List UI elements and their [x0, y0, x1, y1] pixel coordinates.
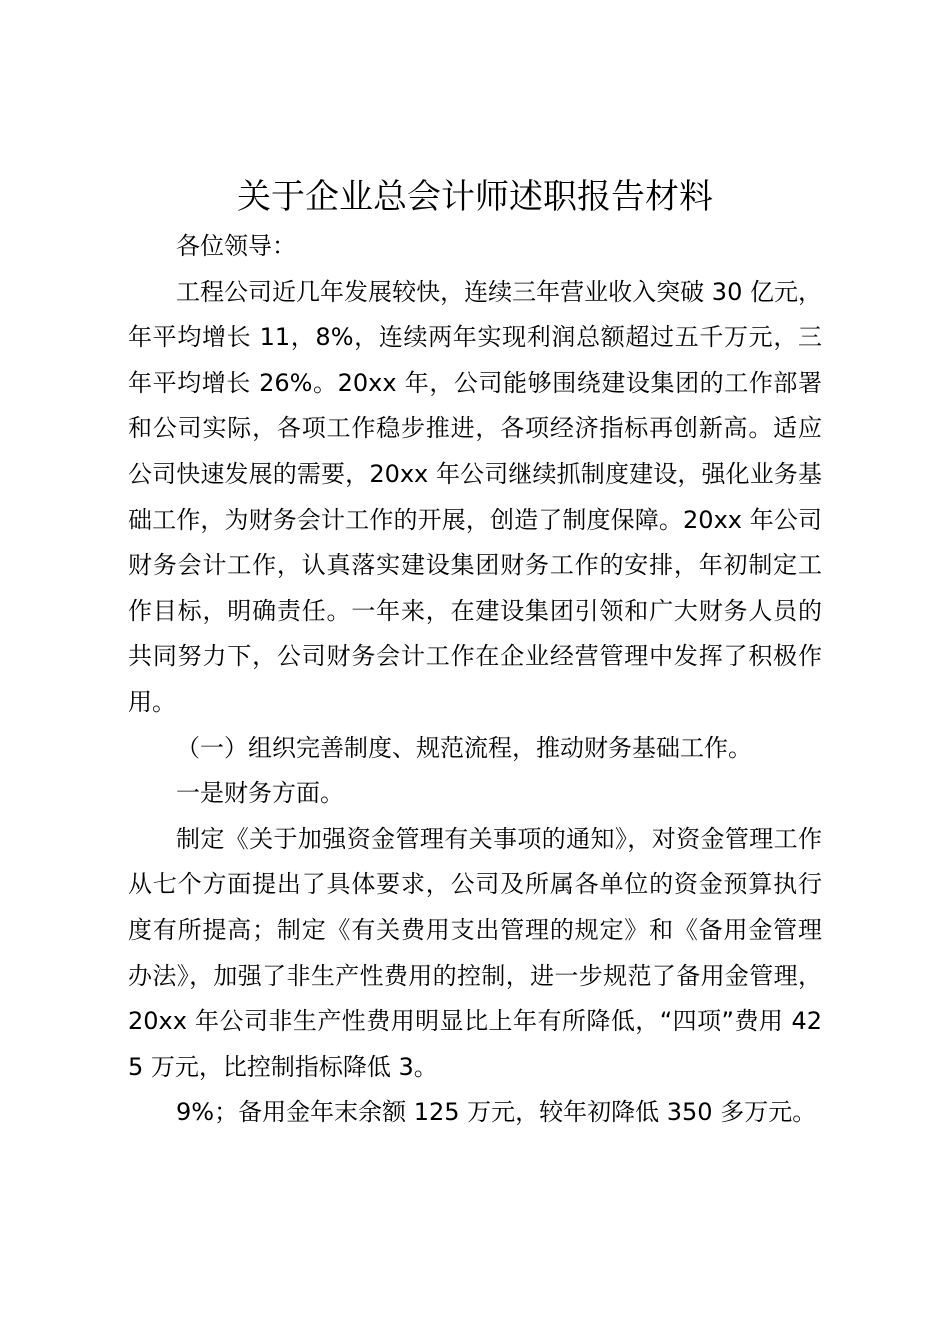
- document-body: [128, 224, 822, 1136]
- body-paragraph: 制定《关于加强资金管理有关事项的通知》，对资金管理工作从七个方面提出了具体要求，公司及所属各单位的资金预算执行度有所提高；制定《有关费用支出管理的规定》和《备用金管理办法》，加强了非生产性费用的控制，进一步规范了备用金管理，20xx 年公司非生产性费用明显比上年有所降低，“四项”费用 425 万元，比控制指标降低 3。: [128, 824, 822, 1081]
- section-heading: （一）组织完善制度、规范流程，推动财务基础工作。: [176, 733, 752, 762]
- subsection-heading: 一是财务方面。: [176, 779, 344, 808]
- body-paragraph: 9%；备用金年末余额 125 万元，较年初降低 350 多万元。: [176, 1098, 817, 1127]
- document-title: 关于企业总会计师述职报告材料: [237, 177, 713, 217]
- salutation: 各位领导：: [176, 232, 296, 260]
- body-paragraph: 工程公司近几年发展较快，连续三年营业收入突破 30 亿元，年平均增长 11，8%，连续两年实现利润总额超过五千万元，三年平均增长 26%。20xx 年，公司能够围绕建设集团的工作部署和公司实际，各项工作稳步推进，各项经济指标再创新高。适应公司快速发展的需要，20xx 年公司继续抓制度建设，强化业务基础工作，为财务会计工作的开展，创造了制度保障。20xx 年公司财务会计工作，认真落实建设集团财务工作的安排，年初制定工作目标，明确责任。一年来，在建设集团引领和广大财务人员的共同努力下，公司财务会计工作在企业经营管理中发挥了积极作用。: [128, 277, 822, 716]
